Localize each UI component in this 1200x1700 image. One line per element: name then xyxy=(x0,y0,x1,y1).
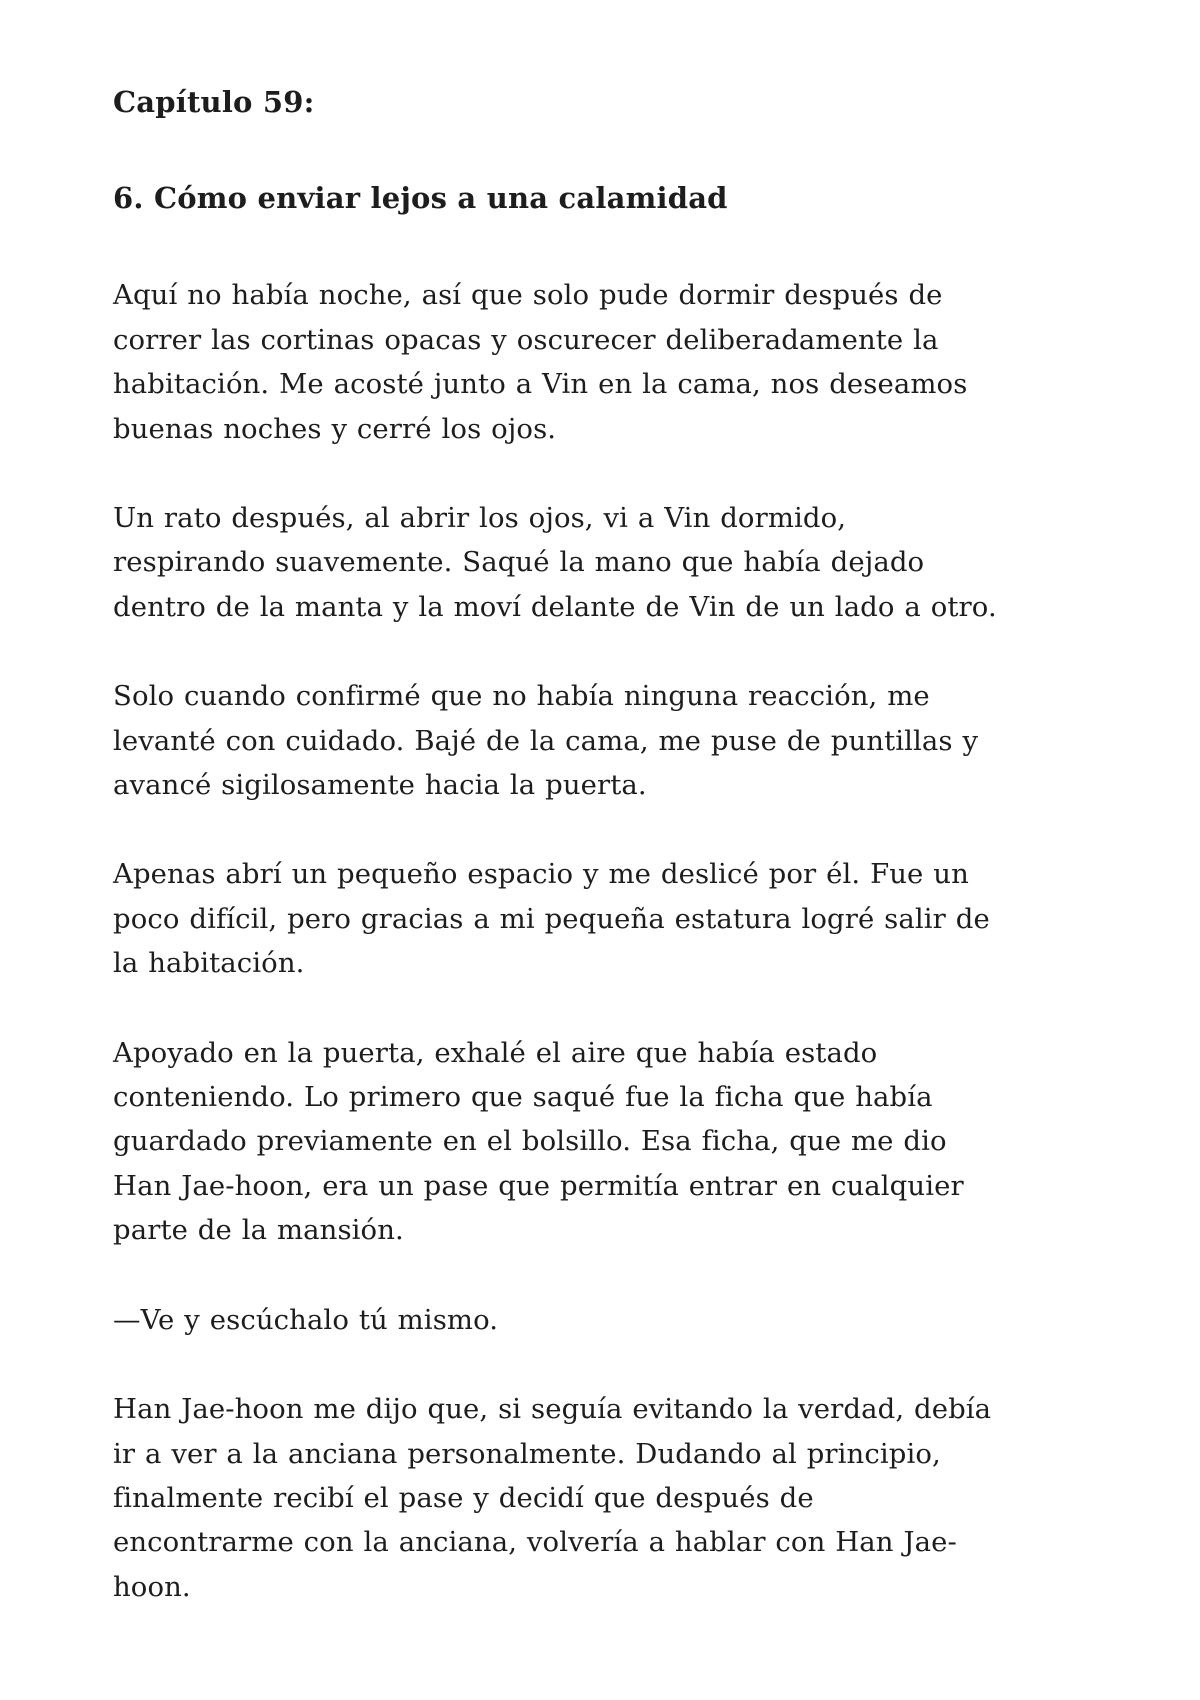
paragraph: Un rato después, al abrir los ojos, vi a Vin dormido, respirando suavemente. Saqué la mano que había dejado dentro de la manta y la moví delante de Vin de un lado a otro. xyxy=(113,502,997,623)
body-text xyxy=(113,273,1088,1609)
paragraph: Aquí no había noche, así que solo pude dormir después de correr las cortinas opacas y oscurecer deliberadamente la habitación. Me acosté junto a Vin en la cama, nos deseamos buenas noches y cerré los ojos. xyxy=(113,279,968,445)
paragraph: Solo cuando confirmé que no había ninguna reacción, me levanté con cuidado. Bajé de la cama, me puse de puntillas y avancé sigilosamente hacia la puerta. xyxy=(113,680,979,802)
paragraph: Apoyado en la puerta, exhalé el aire que había estado conteniendo. Lo primero que saqué fue la ficha que había guardado previamente en el bolsillo. Esa ficha, que me dio Han Jae-hoon, era un pase que permitía entrar en cualquier parte de la mansión. xyxy=(113,1036,964,1247)
paragraph: Apenas abrí un pequeño espacio y me deslicé por él. Fue un poco difícil, pero gracias a mi pequeña estatura logré salir de la habitación. xyxy=(113,858,990,980)
section-title: 6. Cómo enviar lejos a una calamidad xyxy=(113,180,728,215)
chapter-label: Capítulo 59: xyxy=(113,85,315,119)
dialogue-paragraph: —Ve y escúchalo tú mismo. xyxy=(113,1303,499,1336)
paragraph: Han Jae-hoon me dijo que, si seguía evitando la verdad, debía ir a ver a la anciana personalmente. Dudando al principio, finalmente recibí el pase y decidí que después de encontrarme con la anciana, volvería a hablar con Han Jae-hoon. xyxy=(113,1393,992,1603)
